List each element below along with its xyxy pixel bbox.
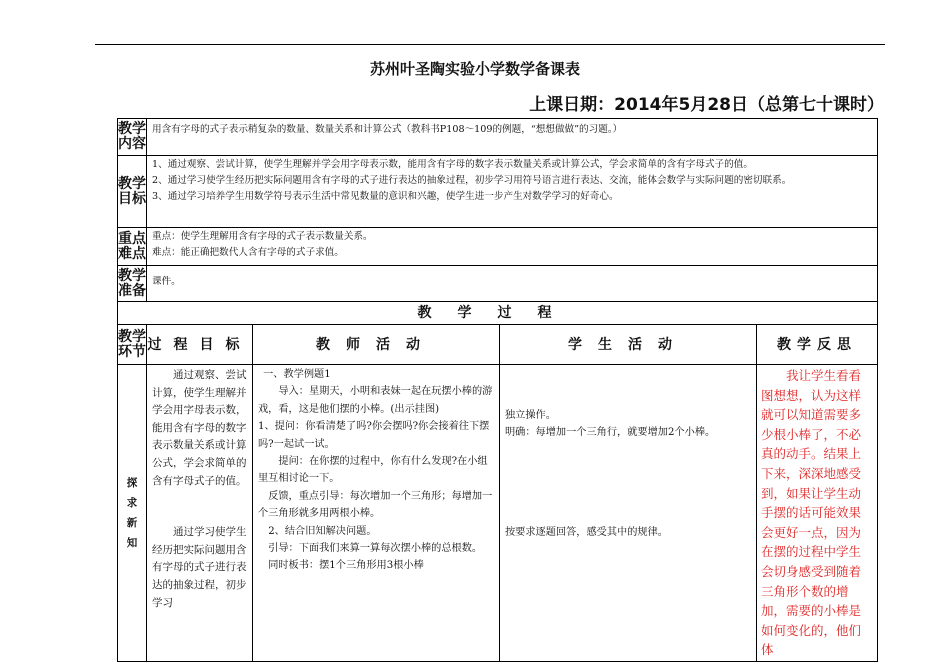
process-title: 教学过程 xyxy=(118,302,878,325)
label-line: 重点 xyxy=(118,230,146,247)
section-char: 探 xyxy=(126,476,138,489)
lesson-plan-table xyxy=(117,118,878,662)
label-line: 教学 xyxy=(118,121,146,137)
page-title: 苏州叶圣陶实验小学数学备课表 xyxy=(369,60,580,78)
goal-spacer xyxy=(152,490,247,524)
goals-text xyxy=(147,156,878,228)
teacher-paragraph: 1、提问：你看清楚了吗?你会摆吗?你会接着往下摆吗?一起试一试。 xyxy=(258,421,490,450)
key-point: 重点：使学生理解用含有字母的式子表示数量关系。 xyxy=(152,231,373,242)
col-header-section xyxy=(118,325,147,365)
teacher-paragraph: 一、教学例题1 xyxy=(263,369,331,380)
teacher-paragraph: 提问：在你摆的过程中，你有什么发现?在小组里互相讨论一下。 xyxy=(258,456,488,485)
goal-item: 3、通过学习培养学生用数学符号表示生活中常见数量的意识和兴趣，使学生进一步产生对数学学习的好奇心。 xyxy=(152,191,619,202)
row-process-body xyxy=(118,365,878,662)
goal-paragraph: 通过学习使学生经历把实际问题用含有字母的式子进行表达的抽象过程，初步学习 xyxy=(152,526,247,609)
label-prep xyxy=(118,266,147,302)
section-char: 知 xyxy=(126,536,138,549)
student-paragraph: 明确：每增加一个三角行，就要增加2个小棒。 xyxy=(505,427,716,439)
label-content xyxy=(118,119,147,156)
lesson-date: 上课日期：2014年5月28日（总第七十课时） xyxy=(529,95,884,115)
label-line: 难点 xyxy=(118,245,146,262)
row-process-headers xyxy=(118,325,878,365)
teacher-paragraph: 引导：下面我们来算一算每次摆小棒的总根数。 xyxy=(268,543,483,555)
keypoints-text xyxy=(147,228,878,266)
label-line: 环节 xyxy=(118,343,146,360)
teacher-cell xyxy=(253,365,500,662)
content-paragraph: 用含有字母的式子表示稍复杂的数量、数量关系和计算公式（教科书P108～109的例题，“想想做做”的习题。） xyxy=(152,124,623,135)
reflection-cell xyxy=(757,365,878,662)
col-header-reflection: 教学反思 xyxy=(757,325,878,365)
label-line: 内容 xyxy=(118,136,146,152)
row-goals xyxy=(118,156,878,228)
section-char: 新 xyxy=(126,516,138,529)
row-prep xyxy=(118,266,878,302)
goal-cell xyxy=(147,365,253,662)
label-line: 教学 xyxy=(118,175,146,192)
prep-paragraph: 课件。 xyxy=(152,276,181,287)
teacher-paragraph: 导入：星期天，小明和表妹一起在玩摆小棒的游戏，看，这是他们摆的小棒。(出示挂图) xyxy=(258,386,493,415)
teacher-paragraph: 2、结合旧知解决问题。 xyxy=(268,525,377,537)
student-paragraph: 按要求逐题回答，感受其中的规律。 xyxy=(505,526,668,538)
student-paragraph: 独立操作。 xyxy=(505,410,556,421)
prep-text xyxy=(147,266,878,302)
col-header-student: 学生活动 xyxy=(500,325,757,365)
student-spacer xyxy=(505,442,751,524)
section-name xyxy=(118,365,147,662)
content-text xyxy=(147,119,878,156)
label-line: 教学 xyxy=(118,267,146,284)
goal-paragraph: 通过观察、尝试计算，使学生理解并学会用字母表示数，能用含有字母的数字表示数量关系或计算公式，学会求简单的含有字母式子的值。 xyxy=(152,369,247,487)
row-keypoints xyxy=(118,228,878,266)
col-header-goal: 过程目标 xyxy=(147,325,253,365)
col-header-teacher: 教师活动 xyxy=(253,325,500,365)
row-process-title xyxy=(118,302,878,325)
label-line: 准备 xyxy=(118,282,146,299)
row-content xyxy=(118,119,878,156)
label-goals xyxy=(118,156,147,228)
label-line: 教学 xyxy=(118,328,146,345)
label-keypoints xyxy=(118,228,147,266)
goal-item: 1、通过观察、尝试计算，使学生理解并学会用字母表示数，能用含有字母的数字表示数量关系或计算公式，学会求简单的含有字母式子的值。 xyxy=(152,159,753,170)
teacher-paragraph: 同时板书：摆1个三角形用3根小棒 xyxy=(268,560,424,572)
teacher-paragraph: 反馈，重点引导：每次增加一个三角形；每增加一个三角形就多用两根小棒。 xyxy=(258,490,493,520)
header-rule xyxy=(95,44,885,45)
section-char: 求 xyxy=(126,496,138,509)
reflection-paragraph: 我让学生看看图想想，认为这样就可以知道需要多少根小棒了，不必真的动手。结果上下来，深深地感受到，如果让学生动手摆的话可能效果会更好一点，因为在摆的过程中学生会切身感受到随着三角形个数的增加，需要的小棒是如何变化的，他们体 xyxy=(761,368,862,658)
label-line: 目标 xyxy=(118,190,146,207)
student-cell xyxy=(500,365,757,662)
difficult-point: 难点：能正确把数代人含有字母的式子求值。 xyxy=(152,247,344,258)
goal-item: 2、通过学习使学生经历把实际问题用含有字母的式子进行表达的抽象过程，初步学习用符号语言进行表达、交流，能体会数学与实际问题的密切联系。 xyxy=(152,175,792,186)
